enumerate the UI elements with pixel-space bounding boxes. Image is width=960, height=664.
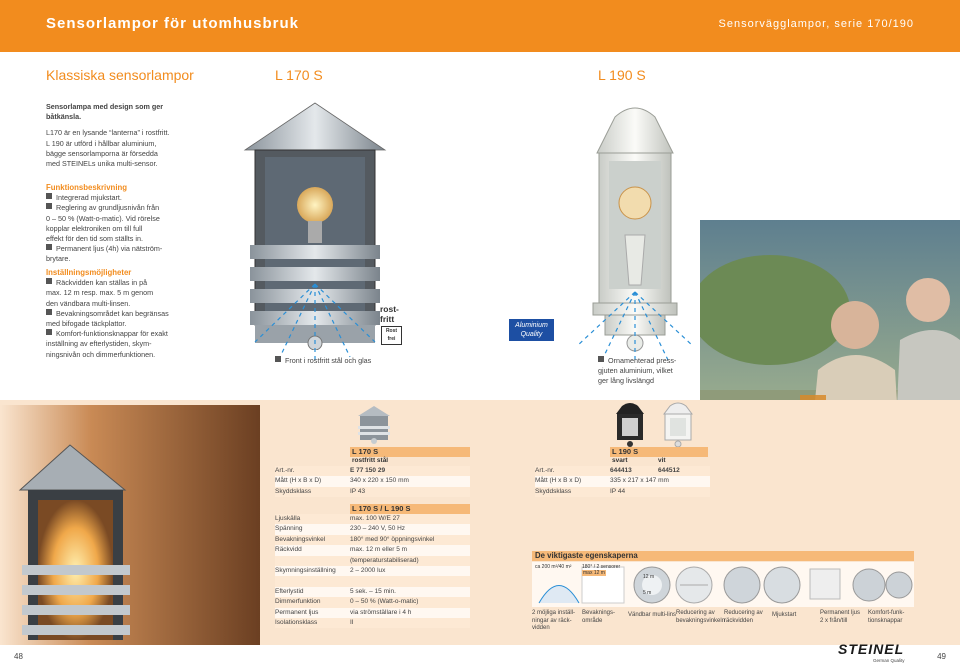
- steinel-logo: STEINEL: [838, 641, 905, 657]
- row-value: max. 12 m eller 5 m: [350, 546, 408, 554]
- sensor-rays-l190: [572, 284, 698, 364]
- table-row: [275, 524, 470, 534]
- table-row: [275, 556, 470, 566]
- row-label: Ljuskälla: [275, 515, 301, 522]
- feature-line: vidden: [532, 625, 550, 631]
- settings-bullet: Räckvidden kan ställas in på: [46, 278, 216, 288]
- row-value: IP 44: [610, 487, 626, 495]
- badge-line: Aluminium: [515, 322, 548, 329]
- l170-table-model: L 170 S: [350, 447, 470, 457]
- row-label: Skymningsinställning: [275, 566, 336, 574]
- row-value: via strömställare i 4 h: [350, 608, 412, 616]
- row-value: max. 100 W/E 27: [350, 515, 400, 522]
- row-value: 0 – 50 % (Watt-o-matic): [350, 598, 419, 606]
- feature-line: Bevaknings-: [582, 610, 616, 616]
- feature-caption-buttons: [868, 610, 904, 625]
- german-quality-label: German Quality: [873, 658, 905, 663]
- function-block: [46, 183, 216, 265]
- feature-line: tionsknappar: [868, 617, 903, 624]
- rostfritt-line: rost-: [380, 304, 399, 314]
- row-label: Bevakningsvinkel: [275, 535, 326, 543]
- function-bullet: Integrerad mjukstart.: [46, 193, 216, 203]
- range-5m: 5 m: [643, 590, 652, 596]
- settings-line: den vändbara multi-linsen.: [46, 298, 131, 308]
- series-title: Sensorvägglampor, serie 170/190: [718, 18, 914, 30]
- table-row: [535, 476, 710, 486]
- intro-heading: Sensorlampa med design som ger båtkänsla.: [46, 102, 164, 122]
- caption-line: Ornamenterad press-: [598, 356, 708, 366]
- row-value: 644512: [658, 467, 680, 474]
- row-value: 340 x 220 x 150 mm: [350, 477, 409, 485]
- settings-line: med bifogade täckplattor.: [46, 319, 127, 329]
- l190-table-header: [610, 447, 708, 467]
- feature-caption-angle: [676, 610, 725, 625]
- area-label: ca 200 m²/40 m²: [535, 564, 572, 570]
- l170-table-header: [350, 447, 470, 467]
- aluminium-quality-badge: [509, 319, 554, 341]
- caption-line: gjuten aluminium, vilket: [598, 366, 673, 376]
- l190-table-model: L 190 S: [610, 447, 708, 457]
- l170-caption: Front i rostfritt stål och glas: [275, 356, 371, 366]
- sensor-rays-l170: [250, 272, 380, 362]
- row-value: 230 – 240 V, 50 Hz: [350, 525, 406, 533]
- feature-line: bevakningsvinkeln: [676, 617, 726, 624]
- feature-line: 2 möjliga inställ-: [532, 610, 576, 616]
- row-label: Efterlystid: [275, 587, 304, 595]
- row-label: Art.-nr.: [535, 467, 555, 474]
- row-value: II: [350, 618, 354, 626]
- features-heading: De viktigaste egenskaperna: [532, 551, 914, 561]
- rostfritt-line: fritt: [380, 314, 395, 324]
- row-label: Permanent ljus: [275, 608, 319, 616]
- l170-thumbnail: [352, 404, 396, 444]
- feature-caption-reach: [724, 610, 763, 625]
- l190-table: [535, 466, 710, 497]
- table-row: [275, 466, 470, 476]
- model-l170-title: L 170 S: [275, 67, 323, 83]
- intro-line: L 190 är utförd i hållbar aluminium,: [46, 138, 157, 148]
- rostfritt-label: [380, 304, 399, 324]
- l170-table: [275, 466, 470, 497]
- feature-line: Reducering av: [724, 610, 763, 616]
- row-label: Isolationsklass: [275, 618, 318, 626]
- settings-bullet: Komfort-funktionsknappar för exakt: [46, 329, 216, 339]
- specs-table: [275, 514, 470, 628]
- row-value: 180° med 90° öppningsvinkel: [350, 535, 435, 543]
- function-bullet: Permanent ljus (4h) via nätström-: [46, 244, 216, 254]
- row-value: 5 sek. – 15 min.: [350, 587, 396, 595]
- sensors-label: [582, 564, 620, 576]
- l170-night-photo: [0, 405, 260, 645]
- sensors-line: max 12 m: [583, 570, 605, 576]
- feature-caption-softstart: Mjukstart: [772, 612, 797, 618]
- settings-heading: Inställningsmöjligheter: [46, 268, 132, 277]
- col-white: vit: [658, 457, 666, 464]
- sensors-line: 180° / 2 sensorer: [582, 564, 621, 570]
- page-number-left: 48: [14, 652, 23, 661]
- table-row: [535, 487, 710, 497]
- feature-caption-area: [582, 610, 615, 625]
- feature-line: Permanent ljus: [820, 610, 861, 616]
- range-12m: 12 m: [643, 574, 655, 580]
- intro-line: med STEINELs unika multi-sensor.: [46, 159, 158, 169]
- row-value: (temperaturstabiliserad): [350, 556, 419, 564]
- feature-caption-permanent: [820, 610, 860, 625]
- function-bullet: Reglering av grundljusnivån från: [46, 203, 216, 213]
- l190-black-thumbnail: [612, 400, 648, 448]
- seal-line: Rost: [385, 328, 398, 334]
- intro-line: bägge sensorlamporna är försedda: [46, 148, 158, 158]
- row-label: Dimmerfunktion: [275, 598, 321, 606]
- feature-line: område: [582, 617, 603, 624]
- col-black: svart: [612, 457, 628, 464]
- feature-caption-range: [532, 610, 582, 633]
- page-number-right: 49: [937, 652, 946, 661]
- l190-white-thumbnail: [660, 400, 696, 448]
- row-label: Räckvidd: [275, 546, 302, 554]
- catalog-title: Sensorlampor för utomhusbruk: [46, 15, 300, 32]
- row-value: 2 – 2000 lux: [350, 566, 386, 574]
- feature-line: Reducering av: [676, 610, 715, 616]
- function-heading: Funktionsbeskrivning: [46, 183, 128, 192]
- row-value: 644413: [610, 467, 632, 474]
- caption-line: ger lång livslängd: [598, 376, 654, 386]
- settings-line: max. 12 m resp. max. 5 m genom: [46, 288, 154, 298]
- section-title: Klassiska sensorlampor: [46, 67, 194, 83]
- rostfrei-seal-icon: [381, 326, 402, 345]
- table-row: [275, 514, 470, 524]
- row-label: Mått (H x B x D): [535, 477, 582, 485]
- table-row: [275, 576, 470, 586]
- table-row: [535, 466, 710, 476]
- row-label: Mått (H x B x D): [275, 477, 322, 485]
- function-line: 0 – 50 % (Watt-o-matic). Vid rörelse: [46, 213, 160, 223]
- table-row: [275, 566, 470, 576]
- settings-block: [46, 268, 216, 360]
- function-line: effekt för den tid som ställts in.: [46, 234, 143, 244]
- row-value: 335 x 217 x 147 mm: [610, 477, 669, 485]
- settings-line: inställning av efterlystiden, skym-: [46, 339, 152, 349]
- row-value: E 77 150 29: [350, 467, 386, 474]
- row-value: IP 43: [350, 487, 366, 495]
- feature-line: räckvidden: [724, 617, 754, 624]
- feature-line: ningar av räck-: [532, 617, 572, 624]
- l170-table-material: rostfritt stål: [352, 457, 389, 464]
- l190-caption: [598, 356, 708, 387]
- row-label: Spänning: [275, 525, 303, 533]
- feature-line: 2 x från/till: [820, 617, 848, 624]
- feature-caption-lens: Vändbar multi-lins: [628, 612, 677, 618]
- table-row: [275, 597, 470, 607]
- row-label: Art.-nr.: [275, 467, 295, 474]
- table-row: [275, 545, 470, 555]
- seal-line: frei: [387, 336, 396, 342]
- badge-line: Quality: [520, 331, 543, 338]
- model-l190-title: L 190 S: [598, 67, 646, 83]
- settings-line: ningsnivån och dimmerfunktionen.: [46, 349, 156, 359]
- function-line: brytare.: [46, 254, 71, 264]
- settings-bullet: Bevakningsområdet kan begränsas: [46, 309, 216, 319]
- table-row: [275, 608, 470, 618]
- table-row: [275, 618, 470, 628]
- function-line: kopplar elektroniken om till full: [46, 223, 143, 233]
- table-row: [275, 587, 470, 597]
- table-row: [275, 487, 470, 497]
- top-banner: [0, 0, 960, 52]
- intro-block: [46, 102, 216, 169]
- row-label: Skyddsklass: [275, 487, 312, 495]
- row-label: Skyddsklass: [535, 487, 572, 495]
- table-row: [275, 535, 470, 545]
- intro-line: L170 är en lysande “lanterna” i rostfritt.: [46, 128, 170, 138]
- feature-line: Komfort-funk-: [868, 610, 905, 616]
- table-row: [275, 476, 470, 486]
- specs-heading: L 170 S / L 190 S: [350, 504, 470, 514]
